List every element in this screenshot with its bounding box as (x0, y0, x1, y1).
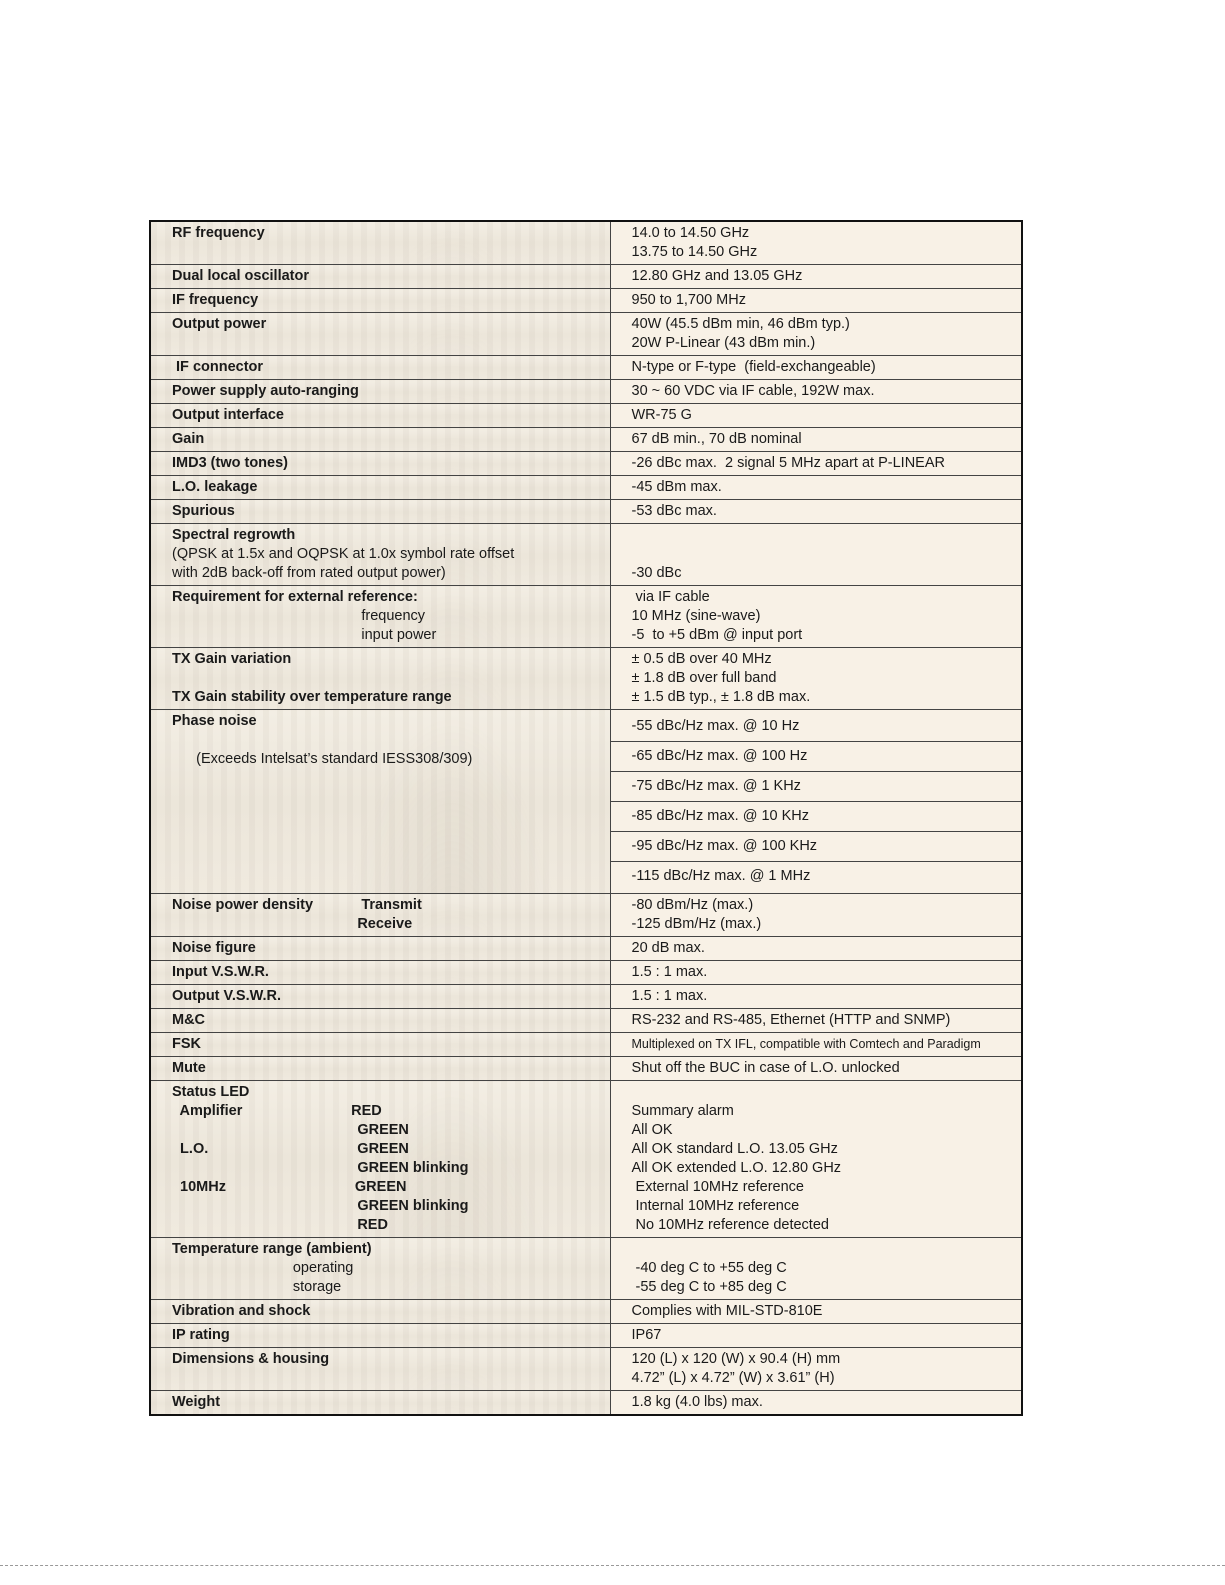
spec-value: All OK (631, 1122, 673, 1138)
spec-label-cell (150, 221, 610, 265)
spec-label: Requirement for external reference: (172, 589, 418, 605)
spec-row (150, 452, 1022, 476)
spec-value: -65 dBc/Hz max. @ 100 Hz (611, 741, 1022, 771)
spec-value: Complies with MIL-STD-810E (631, 1303, 823, 1319)
spec-label: Noise power density Transmit (172, 897, 422, 913)
spec-value: 30 ~ 60 VDC via IF cable, 192W max. (631, 383, 875, 399)
spec-value: All OK extended L.O. 12.80 GHz (631, 1160, 842, 1176)
spec-label-cell (150, 937, 610, 961)
spec-value (632, 1083, 1022, 1102)
spec-label: Gain (172, 431, 205, 447)
spec-value-cell (610, 524, 1022, 586)
spec-label: (QPSK at 1.5x and OQPSK at 1.0x symbol rate offset (172, 546, 515, 562)
spec-label-cell (150, 404, 610, 428)
spec-value-cell (610, 221, 1022, 265)
spec-label: Output V.S.W.R. (172, 988, 282, 1004)
spec-label-cell (150, 1033, 610, 1057)
spec-value: Multiplexed on TX IFL, compatible with Comtech and Paradigm (631, 1037, 981, 1051)
spec-value: -95 dBc/Hz max. @ 100 KHz (611, 831, 1022, 861)
spec-row (150, 1009, 1022, 1033)
spec-value: 4.72” (L) x 4.72” (W) x 3.61” (H) (631, 1370, 835, 1386)
spec-label: Phase noise (172, 713, 257, 729)
spec-row (150, 1057, 1022, 1081)
spec-value-cell (610, 894, 1022, 937)
spec-value-cell (610, 1324, 1022, 1348)
spec-value-cell (610, 476, 1022, 500)
spec-value (632, 1240, 1022, 1259)
spec-value: 67 dB min., 70 dB nominal (631, 431, 802, 447)
spec-value-cell (610, 586, 1022, 648)
spec-label (172, 669, 610, 688)
spec-value-cell (610, 710, 1022, 894)
spec-row (150, 937, 1022, 961)
spec-value-cell (610, 1348, 1022, 1391)
spec-label: RED (172, 1217, 388, 1233)
spec-value: WR-75 G (631, 407, 692, 423)
spec-label-cell (150, 1057, 610, 1081)
spec-value: 14.0 to 14.50 GHz (631, 225, 750, 241)
spec-row (150, 404, 1022, 428)
spec-label: Power supply auto-ranging (172, 383, 359, 399)
spec-value: 1.5 : 1 max. (631, 988, 708, 1004)
spec-label-cell (150, 1081, 610, 1238)
spec-value: No 10MHz reference detected (631, 1217, 829, 1233)
spec-value-cell (610, 452, 1022, 476)
spec-value: 12.80 GHz and 13.05 GHz (631, 268, 803, 284)
spec-value: -53 dBc max. (631, 503, 717, 519)
spec-label-cell (150, 356, 610, 380)
spec-value-cell (610, 500, 1022, 524)
spec-value: ± 0.5 dB over 40 MHz (631, 651, 772, 667)
spec-label-cell (150, 648, 610, 710)
spec-row (150, 428, 1022, 452)
spec-row (150, 1391, 1022, 1416)
spec-row (150, 356, 1022, 380)
spec-value: 1.8 kg (4.0 lbs) max. (631, 1394, 763, 1410)
spec-row (150, 985, 1022, 1009)
spec-label-cell (150, 476, 610, 500)
spec-label-cell (150, 380, 610, 404)
spec-label-cell (150, 1300, 610, 1324)
spec-label: Noise figure (172, 940, 256, 956)
spec-value (632, 526, 1022, 545)
spec-label: TX Gain stability over temperature range (172, 689, 452, 705)
spec-label: Output power (172, 316, 267, 332)
spec-value: -26 dBc max. 2 signal 5 MHz apart at P-LINEAR (631, 455, 945, 471)
spec-value: N-type or F-type (field-exchangeable) (631, 359, 876, 375)
spec-label: Mute (172, 1060, 206, 1076)
spec-value: 1.5 : 1 max. (631, 964, 708, 980)
spec-label: Spectral regrowth (172, 527, 296, 543)
spec-label: FSK (172, 1036, 201, 1052)
spec-table-body (150, 221, 1022, 1415)
spec-value-cell (610, 1238, 1022, 1300)
spec-value-cell (610, 380, 1022, 404)
spec-label-cell (150, 1009, 610, 1033)
spec-label-cell (150, 1348, 610, 1391)
spec-value: -30 dBc (631, 565, 682, 581)
spec-row (150, 500, 1022, 524)
spec-value: -55 dBc/Hz max. @ 10 Hz (631, 718, 800, 734)
spec-label-cell (150, 586, 610, 648)
spec-label-cell (150, 894, 610, 937)
spec-value: 13.75 to 14.50 GHz (631, 244, 758, 260)
spec-value-cell (610, 1391, 1022, 1416)
spec-value-cell (610, 1009, 1022, 1033)
spec-label: Output interface (172, 407, 284, 423)
spec-value-cell (610, 1300, 1022, 1324)
spec-label: IF connector (172, 359, 264, 375)
spec-value: 20W P-Linear (43 dBm min.) (631, 335, 816, 351)
spec-label-cell (150, 1324, 610, 1348)
spec-value: -45 dBm max. (631, 479, 722, 495)
spec-value: via IF cable (631, 589, 710, 605)
spec-label-cell (150, 710, 610, 894)
spec-row (150, 524, 1022, 586)
spec-row (150, 476, 1022, 500)
spec-row (150, 1324, 1022, 1348)
spec-label: GREEN blinking (172, 1198, 469, 1214)
spec-label-cell (150, 265, 610, 289)
spec-value: -80 dBm/Hz (max.) (631, 897, 754, 913)
spec-row (150, 586, 1022, 648)
spec-label: (Exceeds Intelsat’s standard IESS308/309) (172, 751, 473, 767)
spec-label-cell (150, 500, 610, 524)
spec-value-cell (610, 1033, 1022, 1057)
spec-label: GREEN (172, 1122, 409, 1138)
spec-label: RF frequency (172, 225, 265, 241)
spec-label: Dimensions & housing (172, 1351, 330, 1367)
spec-value-cell (610, 313, 1022, 356)
spec-row (150, 961, 1022, 985)
spec-value-cell (610, 961, 1022, 985)
spec-label: Input V.S.W.R. (172, 964, 269, 980)
spec-value: 20 dB max. (631, 940, 705, 956)
spec-value-cell (610, 356, 1022, 380)
spec-value-cell (610, 1081, 1022, 1238)
spec-label (172, 731, 610, 750)
spec-label: storage (172, 1279, 342, 1295)
spec-value: Shut off the BUC in case of L.O. unlocked (631, 1060, 900, 1076)
spec-label: operating (172, 1260, 354, 1276)
spec-label: L.O. GREEN (172, 1141, 409, 1157)
spec-label: L.O. leakage (172, 479, 258, 495)
spec-value: Internal 10MHz reference (631, 1198, 800, 1214)
spec-value: External 10MHz reference (631, 1179, 804, 1195)
spec-value: -5 to +5 dBm @ input port (631, 627, 803, 643)
spec-table (149, 220, 1023, 1416)
spec-row (150, 221, 1022, 265)
spec-label: IP rating (172, 1327, 230, 1343)
spec-label: frequency (172, 608, 426, 624)
spec-label-cell (150, 985, 610, 1009)
spec-value-cell (610, 985, 1022, 1009)
spec-label: Receive (172, 916, 413, 932)
spec-value: -115 dBc/Hz max. @ 1 MHz (611, 861, 1022, 891)
spec-value: Summary alarm (631, 1103, 734, 1119)
spec-value: ± 1.8 dB over full band (631, 670, 777, 686)
spec-value: RS-232 and RS-485, Ethernet (HTTP and SNMP) (631, 1012, 951, 1028)
spec-row (150, 1238, 1022, 1300)
spec-label: Temperature range (ambient) (172, 1241, 372, 1257)
spec-value-cell (610, 648, 1022, 710)
spec-value: 40W (45.5 dBm min, 46 dBm typ.) (631, 316, 850, 332)
spec-label: Status LED (172, 1084, 250, 1100)
spec-value: 120 (L) x 120 (W) x 90.4 (H) mm (631, 1351, 841, 1367)
spec-value-cell (610, 937, 1022, 961)
spec-value: -40 deg C to +55 deg C (631, 1260, 787, 1276)
spec-row (150, 289, 1022, 313)
spec-row (150, 313, 1022, 356)
spec-row (150, 380, 1022, 404)
spec-value (632, 545, 1022, 564)
spec-label: Weight (172, 1394, 221, 1410)
spec-label-cell (150, 313, 610, 356)
spec-label: GREEN blinking (172, 1160, 469, 1176)
spec-label: 10MHz GREEN (172, 1179, 407, 1195)
spec-label: Vibration and shock (172, 1303, 311, 1319)
spec-label: with 2dB back-off from rated output power) (172, 565, 446, 581)
spec-row (150, 1348, 1022, 1391)
spec-label: M&C (172, 1012, 206, 1028)
page-bottom-rule (0, 1565, 1225, 1566)
spec-label: Dual local oscillator (172, 268, 309, 284)
spec-label-cell (150, 289, 610, 313)
spec-value: -85 dBc/Hz max. @ 10 KHz (611, 801, 1022, 831)
spec-row (150, 265, 1022, 289)
spec-value: 10 MHz (sine-wave) (631, 608, 761, 624)
spec-label: Spurious (172, 503, 235, 519)
spec-value: All OK standard L.O. 13.05 GHz (631, 1141, 838, 1157)
spec-value: -55 deg C to +85 deg C (631, 1279, 787, 1295)
spec-value-cell (610, 404, 1022, 428)
spec-row (150, 648, 1022, 710)
spec-row (150, 1033, 1022, 1057)
spec-value-cell (610, 265, 1022, 289)
spec-value-cell (610, 1057, 1022, 1081)
spec-value: ± 1.5 dB typ., ± 1.8 dB max. (631, 689, 811, 705)
spec-label-cell (150, 961, 610, 985)
spec-row (150, 1081, 1022, 1238)
spec-value: -75 dBc/Hz max. @ 1 KHz (611, 771, 1022, 801)
spec-value: 950 to 1,700 MHz (631, 292, 746, 308)
spec-row (150, 710, 1022, 894)
spec-label-cell (150, 524, 610, 586)
spec-label-cell (150, 428, 610, 452)
spec-value-cell (610, 428, 1022, 452)
spec-label: IMD3 (two tones) (172, 455, 288, 471)
spec-label-cell (150, 1238, 610, 1300)
spec-value: IP67 (631, 1327, 662, 1343)
spec-label-cell (150, 1391, 610, 1416)
spec-value-cell (610, 289, 1022, 313)
spec-label: input power (172, 627, 437, 643)
spec-label: Amplifier RED (172, 1103, 382, 1119)
spec-row (150, 894, 1022, 937)
spec-label-cell (150, 452, 610, 476)
spec-label: IF frequency (172, 292, 259, 308)
spec-row (150, 1300, 1022, 1324)
spec-label: TX Gain variation (172, 651, 292, 667)
spec-value: -125 dBm/Hz (max.) (631, 916, 762, 932)
